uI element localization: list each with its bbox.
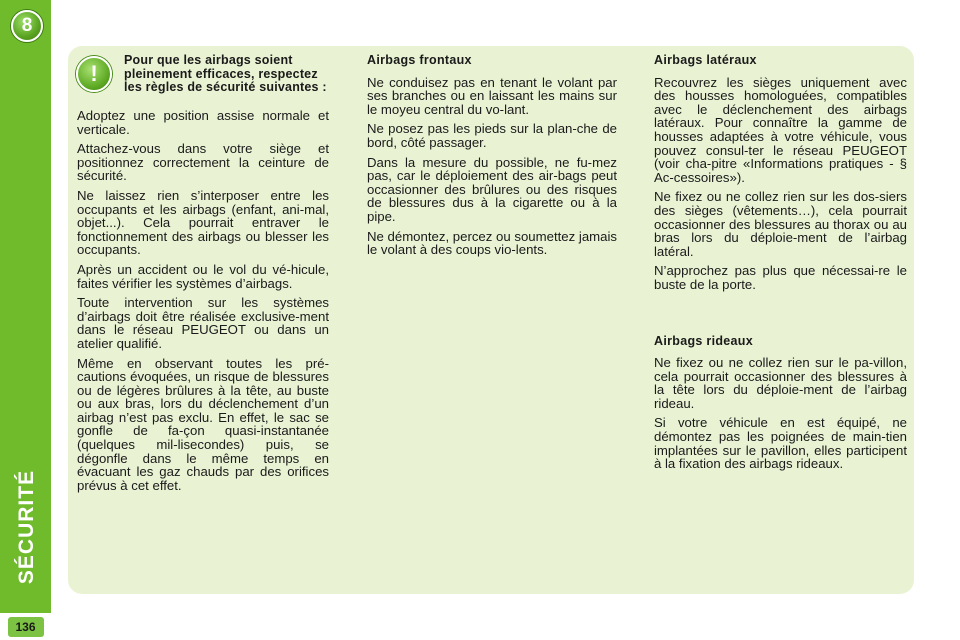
rule-paragraph: Toute intervention sur les systèmes d’airbags doit être réalisée exclusive-ment dans le réseau PEUGEOT ou dans un atelier qualifié. xyxy=(77,295,329,351)
rule-paragraph: Adoptez une position assise normale et verticale. xyxy=(77,108,329,137)
side-airbags-column xyxy=(654,54,907,477)
lateral-paragraph: Ne fixez ou ne collez rien sur les dos-siers des sièges (vêtements…), cela pourrait occasionner des blessures au thorax ou au bras lors du déploie-ment de l’airbag latéral. xyxy=(654,189,907,259)
frontal-airbags-column xyxy=(367,54,617,263)
frontal-paragraph: Ne conduisez pas en tenant le volant par ses branches ou en laissant les mains sur le moyeu central du vo-lant. xyxy=(367,74,617,117)
section-title: SÉCURITÉ xyxy=(15,469,38,585)
safety-rules-column xyxy=(77,109,329,498)
curtain-airbags-heading: Airbags rideaux xyxy=(654,333,753,348)
page-number: 136 xyxy=(8,617,44,637)
page-number-box xyxy=(0,613,51,640)
chapter-number-badge: 8 xyxy=(11,10,43,42)
chapter-sidebar xyxy=(0,0,51,640)
frontal-paragraph: Ne démontez, percez ou soumettez jamais le volant à des coups vio-lents. xyxy=(367,228,617,258)
lateral-paragraph: Recouvrez les sièges uniquement avec des housses homologuées, compatibles avec le déclenchement des airbags latéraux. Pour connaître la gamme de housses adaptées à votre véhicule, vous pouvez consul-ter le réseau PEUGEOT (voir cha-pitre «Informations pratiques - § Ac-cessoires»). xyxy=(654,74,907,185)
rule-paragraph: Après un accident ou le vol du vé-hicule, faites vérifier les systèmes d’airbags. xyxy=(77,261,329,291)
lateral-paragraph: N’approchez pas plus que nécessai-re le buste de la porte. xyxy=(654,263,907,292)
curtain-paragraph: Si votre véhicule en est équipé, ne démontez pas les poignées de main-tien implantées sur le pavillon, elles participent à la fixation des airbags rideaux. xyxy=(654,415,907,472)
frontal-airbags-heading: Airbags frontaux xyxy=(367,53,472,67)
warning-title: Pour que les airbags soient pleinement efficaces, respectez les règles de sécurité suivantes : xyxy=(124,53,327,94)
curtain-paragraph: Ne fixez ou ne collez rien sur le pa-villon, cela pourrait occasionner des blessures à la tête lors du déploie-ment de l’airbag rideau. xyxy=(654,355,907,411)
rule-paragraph: Attachez-vous dans votre siège et positionnez correctement la ceinture de sécurité. xyxy=(77,141,329,184)
frontal-paragraph: Dans la mesure du possible, ne fu-mez pas, car le déploiement des air-bags peut occasionner des brûlures ou des risques de blessures dus à la cigarette ou à la pipe. xyxy=(367,154,617,224)
rule-paragraph: Même en observant toutes les pré-cautions évoquées, un risque de blessures ou de légères brûlures à la tête, au buste ou aux bras, lors du déclenchement d’un airbag n’est pas exclu. En effet, le sac se gonfle de fa-çon quasi-instantanée (quelques mil-lisecondes) puis, se dégonfle dans le même temps en évacuant les gaz chauds par des orifices prévus à cet effet. xyxy=(77,355,329,493)
rule-paragraph: Ne laissez rien s’interposer entre les occupants et les airbags (enfant, ani-mal, objet...). Cela pourrait entraver le fonctionnement des airbags ou blesser les occupants. xyxy=(77,187,329,258)
exclamation-icon: ! xyxy=(76,56,112,92)
frontal-paragraph: Ne posez pas les pieds sur la plan-che de bord, côté passager. xyxy=(367,121,617,150)
lateral-airbags-heading: Airbags latéraux xyxy=(654,53,757,67)
